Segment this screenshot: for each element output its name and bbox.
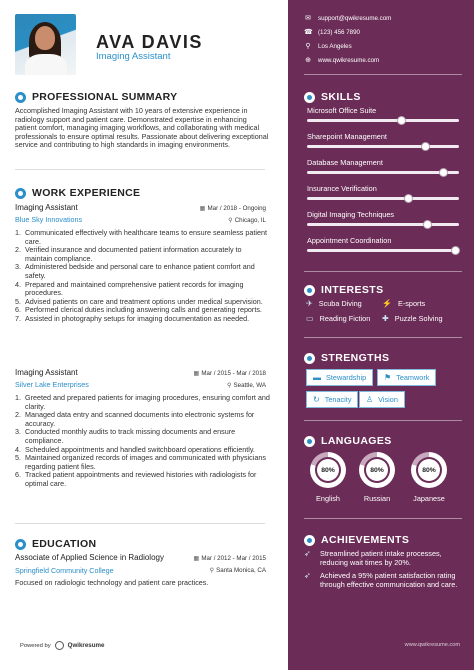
team-icon: ⚑ bbox=[384, 373, 392, 382]
strength-chip: ♙ Vision bbox=[359, 391, 405, 408]
tenacity-icon: ↻ bbox=[313, 395, 320, 404]
globe-icon: ⊕ bbox=[305, 57, 311, 64]
language-ring: 80% bbox=[310, 452, 346, 488]
job-bullets bbox=[15, 394, 270, 489]
summary-text: Accomplished Imaging Assistant with 10 years of extensive experience in radiology support and patient care. Demonstrated expertise in enhancing patient comfort, managing imaging workflows, and collaborating with medical professionals to ensure optimal results. Passionate about delivering exceptional service and contributing to high standards in imaging environments. bbox=[15, 106, 269, 150]
star-icon bbox=[304, 353, 315, 364]
school-name: Springfield Community College bbox=[15, 566, 114, 575]
contact-location: ⚲ Los Angeles bbox=[305, 42, 352, 50]
trophy-icon bbox=[304, 535, 315, 546]
sidebar-divider bbox=[304, 271, 462, 272]
list-item: 4. Prepared and maintained comprehensive patient records for imaging procedures. bbox=[15, 279, 244, 298]
list-item: 5. Advised patients on care and treatment options under medical supervision. bbox=[15, 296, 263, 306]
skill-bar bbox=[307, 119, 459, 122]
user-icon bbox=[15, 92, 26, 103]
skill-level-knob bbox=[398, 117, 405, 124]
skill-bar bbox=[307, 171, 459, 174]
location-icon: ⚲ bbox=[305, 43, 311, 50]
job-bullets bbox=[15, 229, 270, 324]
language-ring: 80% bbox=[359, 452, 395, 488]
job-company: Blue Sky Innovations bbox=[15, 215, 83, 224]
list-item: 4. Scheduled appointments and handled switchboard operations efficiently. bbox=[15, 444, 255, 454]
calendar-icon: ▦ bbox=[193, 555, 200, 562]
achievement-item: ➶ Streamlined patient intake processes, reducing wait times by 20%. bbox=[304, 549, 442, 567]
list-item: 7. Assisted in photography setups for imaging documentation as needed. bbox=[15, 313, 250, 323]
list-item: 3. Administered bedside and personal care to enhance patient comfort and safety. bbox=[15, 262, 255, 280]
calendar-icon: ▦ bbox=[199, 205, 206, 212]
sidebar-divider bbox=[304, 518, 462, 519]
job-location: ⚲ Seattle, WA bbox=[227, 382, 266, 389]
interest-item: ⚡ E-sports bbox=[382, 299, 426, 308]
summary-heading: PROFESSIONAL SUMMARY bbox=[15, 91, 177, 103]
language-item: 80% Japanese bbox=[410, 452, 448, 503]
language-item: 80% English bbox=[309, 452, 347, 503]
achievements-heading: ACHIEVEMENTS bbox=[304, 534, 409, 546]
candidate-role: Imaging Assistant bbox=[96, 51, 171, 62]
degree-title: Associate of Applied Science in Radiology bbox=[15, 553, 164, 562]
experience-heading: WORK EXPERIENCE bbox=[15, 187, 140, 199]
sidebar-divider bbox=[304, 74, 462, 75]
candidate-name: AVA DAVIS bbox=[96, 32, 203, 52]
skill-label: Digital Imaging Techniques bbox=[307, 210, 395, 219]
sidebar-divider bbox=[304, 337, 462, 338]
skill-label: Appointment Coordination bbox=[307, 236, 392, 245]
graduation-cap-icon bbox=[15, 539, 26, 550]
profile-photo bbox=[15, 14, 76, 75]
language-ring: 80% bbox=[411, 452, 447, 488]
rocket-icon: ➶ bbox=[304, 549, 311, 558]
skill-level-knob bbox=[440, 169, 447, 176]
interest-item: ✚ Puzzle Solving bbox=[382, 314, 443, 323]
strength-chip: ↻ Tenacity bbox=[306, 391, 358, 408]
diving-icon: ✈ bbox=[306, 299, 313, 308]
skill-bar bbox=[307, 197, 459, 200]
book-icon: ▭ bbox=[306, 314, 314, 323]
strengths-heading: STRENGTHS bbox=[304, 352, 389, 364]
skill-level-knob bbox=[452, 247, 459, 254]
pin-icon: ⚲ bbox=[228, 217, 233, 224]
footer-url[interactable]: www.qwikresume.com bbox=[404, 642, 460, 648]
interest-item: ✈ Scuba Diving bbox=[306, 299, 362, 308]
sidebar bbox=[288, 0, 474, 670]
section-divider bbox=[15, 523, 265, 524]
list-item: 6. Tracked patient appointments and reviewed histories with radiologists for optimal care. bbox=[15, 470, 257, 488]
briefcase-icon bbox=[15, 188, 26, 199]
skill-bar bbox=[307, 223, 459, 226]
powered-by: Powered by Qwikresume bbox=[20, 642, 105, 649]
skill-level-knob bbox=[424, 221, 431, 228]
job-title: Imaging Assistant bbox=[15, 203, 78, 212]
puzzle-icon: ✚ bbox=[382, 314, 389, 323]
job-date: ▦ Mar / 2015 - Mar / 2018 bbox=[193, 370, 266, 377]
language-item: 80% Russian bbox=[358, 452, 396, 503]
rocket-icon: ➶ bbox=[304, 571, 311, 580]
skill-label: Microsoft Office Suite bbox=[307, 106, 377, 115]
skill-bar bbox=[307, 249, 459, 252]
job-company: Silver Lake Enterprises bbox=[15, 380, 89, 389]
pin-icon: ⚲ bbox=[209, 567, 215, 574]
skill-label: Insurance Verification bbox=[307, 184, 377, 193]
rocket-icon bbox=[304, 285, 315, 296]
education-date: ▦ Mar / 2012 - Mar / 2015 bbox=[193, 555, 266, 562]
steward-icon: ▬ bbox=[313, 373, 321, 382]
vision-icon: ♙ bbox=[366, 395, 374, 404]
education-focus: Focused on radiologic technology and patient care practices. bbox=[15, 578, 209, 587]
sidebar-divider bbox=[304, 420, 462, 421]
strength-chip: ▬ Stewardship bbox=[306, 369, 373, 386]
language-icon bbox=[304, 436, 315, 447]
education-heading: EDUCATION bbox=[15, 538, 96, 550]
skill-level-knob bbox=[405, 195, 412, 202]
contact-website[interactable]: ⊕ www.qwikresume.com bbox=[305, 56, 380, 64]
languages-heading: LANGUAGES bbox=[304, 435, 392, 447]
game-icon: ⚡ bbox=[382, 299, 392, 308]
calendar-icon: ▦ bbox=[193, 370, 200, 377]
mail-icon: ✉ bbox=[305, 15, 311, 22]
pin-icon: ⚲ bbox=[227, 382, 232, 389]
contact-email[interactable]: ✉ support@qwikresume.com bbox=[305, 14, 392, 22]
qwikresume-logo-icon bbox=[55, 641, 64, 650]
contact-phone[interactable]: ☎ (123) 456 7890 bbox=[304, 28, 360, 36]
list-item: 6. Performed clerical duties including answering calls and generating reports. bbox=[15, 305, 262, 315]
list-item: 5. Maintained organized records of images and communicated with physicians regarding patient files. bbox=[15, 453, 266, 471]
job-date: ▦ Mar / 2018 - Ongoing bbox=[199, 205, 266, 212]
job-location: ⚲ Chicago, IL bbox=[228, 217, 266, 224]
strength-chip: ⚑ Teamwork bbox=[377, 369, 436, 386]
list-item: 3. Conducted monthly audits to track missing documents and ensure compliance. bbox=[15, 427, 236, 445]
skills-heading: SKILLS bbox=[304, 91, 361, 103]
list-item: 2. Managed data entry and scanned documents into electronic systems for accuracy. bbox=[15, 410, 255, 428]
list-item: 1. Communicated effectively with healthcare teams to ensure seamless patient care. bbox=[15, 228, 267, 246]
job-title: Imaging Assistant bbox=[15, 368, 78, 377]
skill-label: Database Management bbox=[307, 158, 383, 167]
interest-item: ▭ Reading Fiction bbox=[306, 314, 371, 323]
education-location: ⚲ Santa Monica, CA bbox=[209, 567, 266, 574]
skill-level-knob bbox=[422, 143, 429, 150]
phone-icon: ☎ bbox=[304, 29, 313, 36]
skill-bar bbox=[307, 145, 459, 148]
interests-heading: INTERESTS bbox=[304, 284, 384, 296]
list-item: 2. Verified insurance and documented patient information accurately to maintain compliance. bbox=[15, 245, 242, 263]
skill-label: Sharepoint Management bbox=[307, 132, 387, 141]
list-item: 1. Greeted and prepared patients for imaging procedures, ensuring comfort and clarity. bbox=[15, 393, 270, 411]
section-divider bbox=[15, 169, 265, 170]
lightbulb-icon bbox=[304, 92, 315, 103]
achievement-item: ➶ Achieved a 95% patient satisfaction rating through effective communication and care. bbox=[304, 571, 458, 589]
